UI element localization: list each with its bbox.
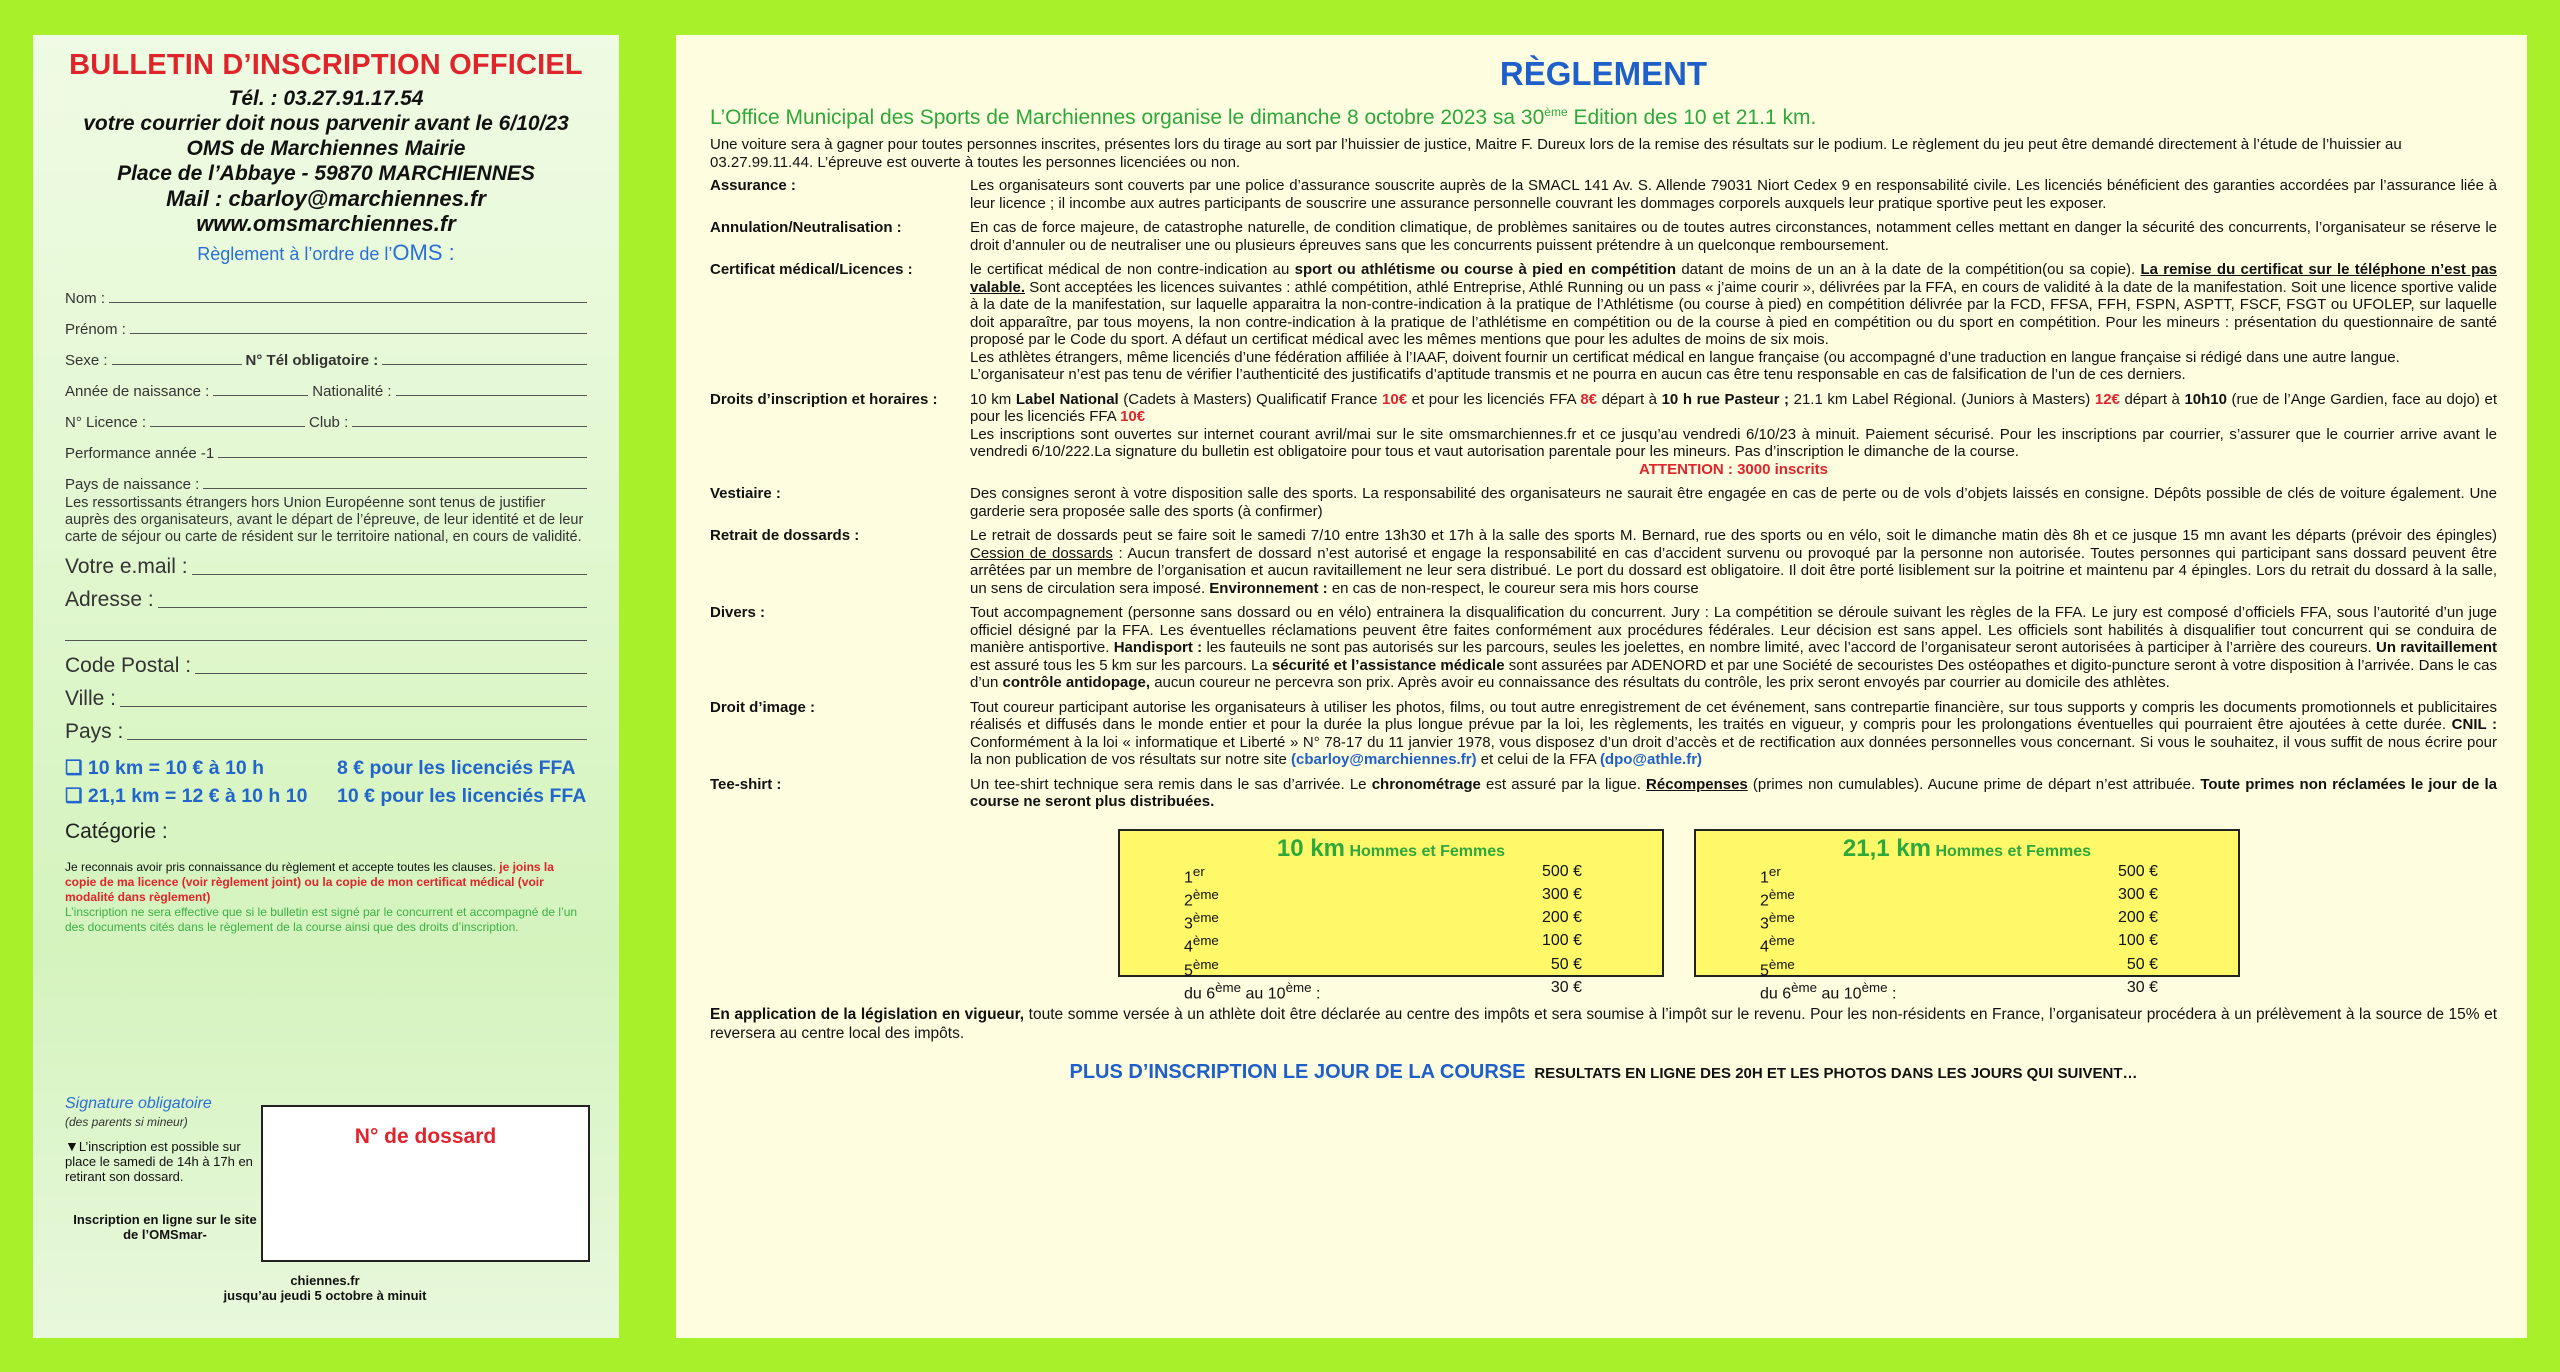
choice-21km[interactable]: ❑ 21,1 km = 12 € à 10 h 10 10 € pour les licenciés FFA	[65, 785, 587, 807]
section-tee-shirt: Tee-shirt : Un tee-shirt technique sera remis dans le sas d’arrivée. Le chronométrage est assuré par la ligue. Récompenses (primes non cumulables). Aucune prime de départ n’est attribuée. Toute primes non réclamées le jour de la course ne seront plus distribuées.	[710, 775, 2498, 810]
field-ville[interactable]: Ville :	[65, 678, 587, 711]
field-performance[interactable]: Performance année -1	[65, 431, 587, 462]
rules-intro: Une voiture sera à gagner pour toutes personnes inscrites, présentes lors du tirage au sort par l’huissier de justice, Maitre F. Dureux lors de la remise des résultats sur le podium. Le règlement du jeu peut être demandé directement à l’étude de l’huissier au 03.27.99.11.44. L’épreuve est ouverte à toutes les personnes licenciées ou non.	[710, 136, 2402, 171]
phone: Tél. : 03.27.91.17.54	[228, 87, 424, 110]
prize-table-21km: 21,1 km Hommes et Femmes 1er 500 € 2ème 300 € 3ème 200 € 4ème 100 € 5ème 50 € du 6ème au 10ème : 30 €	[1694, 829, 2240, 977]
field-pays[interactable]: Pays :	[65, 711, 587, 744]
prize-row: 1er 500 €	[1760, 862, 2158, 886]
field-email[interactable]: Votre e.mail :	[65, 546, 587, 579]
online-inscription: Inscription en ligne sur le site de l’OMSmar-	[73, 1212, 257, 1242]
rules-subtitle: L’Office Municipal des Sports de Marchiennes organise le dimanche 8 octobre 2023 sa 30ème Edition des 10 et 21.1 km.	[710, 105, 1817, 129]
prize-table-10km: 10 km Hommes et Femmes 1er 500 € 2ème 300 € 3ème 200 € 4ème 100 € 5ème 50 € du 6ème au 10ème : 30 €	[1118, 829, 1664, 977]
dossard-label: N° de dossard	[354, 1125, 497, 1148]
registration-form-panel	[33, 35, 619, 1338]
website: www.omsmarchiennes.fr	[196, 211, 456, 236]
field-code-postal[interactable]: Code Postal :	[65, 645, 587, 678]
footer-banner: PLUS D’INSCRIPTION LE JOUR DE LA COURSE RESULTATS EN LIGNE DES 20H ET LES PHOTOS DANS LES JOURS QUI SUIVENT…	[1069, 1060, 2138, 1083]
attention-inscrits: ATTENTION : 3000 inscrits	[1639, 460, 1828, 478]
prize-tables	[1118, 829, 2497, 1003]
onsite-inscription: ▼L’inscription est possible sur place le samedi de 14h à 17h en retirant son dossard.	[65, 1138, 253, 1184]
section-divers: Divers : Tout accompagnement (personne sans dossard ou en vélo) entrainera la disqualification du concurrent. Jury : La compétition se déroule suivant les règles de la FFA. Le jury est composé d’officiels FFA, sous l’autorité d’un juge officiel désigné par la FFA. Les éventuelles réclamations peuvent être faites conformément aux procédures fédérales. Leur décision est sans appel. Les officiels sont habilités à disqualifier tout concurrent qui se conduira de manière antisportive. Handisport : les fauteuils ne sont pas autorisés sur les parcours, seules les joelettes, en nombre limité, avec l’accord de l’organisateur seront autorisées à participer à l’arrière des coureurs. Un ravitaillement est assuré tous les 5 km sur les parcours. La sécurité et l’assistance médicale sont assurées par ADENORD et par une Société de secouristes Des ostéopathes et digito-puncture seront à votre disposition à l’arrivée. Dans le cas d’un contrôle antidopage, aucun coureur ne percevra son prix. Après avoir eu connaissance des résultats du contrôle, les prix seront envoyés par courrier au domicile des athlètes.	[710, 604, 2498, 691]
field-nom[interactable]: Nom :	[65, 276, 587, 307]
section-annulation: Annulation/Neutralisation : En cas de force majeure, de catastrophe naturelle, de condition climatique, de problèmes sanitaires ou de toutes autres circonstances, notamment celles mettant en danger la sécurité des concurrents, l’organisateur se réserve le droit d’annuler ou de neutraliser une ou plusieurs épreuves sans que les concurrents puissent prétendre à un quelconque remboursement.	[710, 219, 2497, 254]
section-droit-image: Droit d’image : Tout coureur participant autorise les organisateurs à utiliser les photos, films, ou tout autre enregistrement de cet événement, sans contrepartie financière, sur tous supports y compris les documents promotionnels et publicitaires réalisés et diffusés dans le monde entier et pour la durée la plus longue prévue par la loi, les règlements, les traités en vigueur, y compris pour les prolongations éventuelles qui pourraient être ajoutées à cette durée. CNIL : Conformément à la loi « informatique et Liberté » N° 78-17 du 11 janvier 1978, vous disposez d’un droit d’accès et de rectification aux données personnelles vous concernant. Si vous le souhaitez, il vous suffit de nous écrire pour la non publication de vos résultats sur notre site (cbarloy@marchiennes.fr) et celui de la FFA (dpo@athle.fr)	[710, 698, 2498, 768]
address: Place de l’Abbaye - 59870 MARCHIENNES	[117, 162, 535, 185]
section-certificat: Certificat médical/Licences : le certificat médical de non contre-indication au sport ou athlétisme ou course à pied en compétition datant de moins de un an à la date de la compétition(ou sa copie). La remise du certificat sur le téléphone n’est pas valable. Sont acceptées les licences suivantes : athlé compétition, athlé Entreprise, Athlé Running ou un pass « j’aime courir », délivrées par la FFA, en cours de validité à la date de la manifestation. Soit une licence sportive valide à la date de la manifestation, sur laquelle apparaitra la non-contre-indication à la pratique de l’Athlétisme (ou course à pied) en compétition délivrée par la FCD, FFSA, FFH, FSPN, ASPTT, FSCF, FSGT ou UFOLEP, sur laquelle doit apparaître, par tous moyens, la non contre-indication à la pratique de l’athlétisme en compétition ou de la course à pied en compétition ou du sport en compétition. Pour les mineurs : présentation du questionnaire de santé proposé par le Code du sport. A défaut un certificat médical avec les mêmes mentions que pour les adultes de moins de six mois. Les athlètes étrangers, même licenciés d’une fédération affiliée à l’IAAF, doivent fournir un certificat médical en langue française (ou accompagné d’une traduction en langue française si rédigé dans une autre langue. L’organisateur n’est pas tenu de vérifier l’authenticité des justificatifs d’aptitude transmis et ne pourra en aucun cas être tenu responsable en cas de falsification de l’un de ces derniers.	[710, 261, 2497, 383]
prize-row: 5ème 50 €	[1184, 955, 1582, 980]
prize-row: 4ème 100 €	[1760, 932, 2158, 956]
prize-row: 5ème 50 €	[1760, 955, 2158, 980]
rules-title: RÈGLEMENT	[1499, 55, 1708, 92]
section-droits: Droits d’inscription et horaires : 10 km Label National (Cadets à Masters) Qualificatif France 10€ et pour les licenciés FFA 8€ départ à 10 h rue Pasteur ; 21.1 km Label Régional. (Juniors à Masters) 12€ départ à 10h10 (rue de l’Ange Gardien, face au dojo) et pour les licenciés FFA 10€ Les inscriptions sont ouvertes sur internet courant avril/mai sur le site omsmarchiennes.fr et ce jusqu’au vendredi 6/10/23 à minuit. Paiement sécurisé. Pour les inscriptions par courrier, s’assurer que le courrier arrive avant le vendredi 6/10/222.La signature du bulletin est obligatoire pour tous et vaut autorisation parentale pour les mineurs. Pas d’inscription le dimanche de la course. ATTENTION : 3000 inscrits	[710, 390, 2497, 478]
section-vestiaire: Vestiaire : Des consignes seront à votre disposition salle des sports. La responsabilité des organisateurs ne saurait être engagée en cas de perte ou de vols d’objets laissés en consigne. Dépôts possible de clés de voiture également. Une garderie sera proposée salle des sports (à confirmer)	[710, 485, 2497, 520]
field-adresse-line2[interactable]	[65, 612, 587, 645]
down-arrow-icon: ▼	[65, 1138, 79, 1154]
foreigners-note: Les ressortissants étrangers hors Union Européenne sont tenus de justifier auprès des organisateurs, avant le départ de l’épreuve, de leur identité et de leur carte de séjour ou carte de résident sur le territoire national, en cours de validité.	[65, 495, 584, 545]
field-adresse[interactable]: Adresse :	[65, 579, 587, 612]
rules-panel	[676, 35, 2527, 1338]
field-licence-club[interactable]: N° Licence : Club :	[65, 400, 587, 431]
prize-row: 2ème 300 €	[1760, 885, 2158, 910]
field-prenom[interactable]: Prénom :	[65, 307, 587, 338]
signature-label: Signature obligatoire	[65, 1095, 212, 1112]
prize-row: 1er 500 €	[1184, 862, 1582, 886]
mail: Mail : cbarloy@marchiennes.fr	[166, 186, 486, 211]
signature-block	[65, 1095, 265, 1242]
online-inscription-end: chiennes.fr jusqu’au jeudi 5 octobre à minuit	[223, 1273, 427, 1303]
signature-note: (des parents si mineur)	[65, 1115, 188, 1129]
prize-row: 2ème 300 €	[1184, 885, 1582, 910]
dossard-box[interactable]	[261, 1105, 590, 1262]
form-title: BULLETIN D’INSCRIPTION OFFICIEL	[69, 49, 583, 81]
contact-block	[65, 86, 587, 236]
section-retrait: Retrait de dossards : Le retrait de dossards peut se faire soit le samedi 7/10 entre 13h30 et 17h à la salle des sports M. Bernard, rue des sports ou en vélo, soit le dimanche matin dès 8h et ce jusque 15 mn avant les départs (prévoir des épingles) Cession de dossards : Aucun transfert de dossard n’est autorisé et engage la responsabilité en cas d’accident survenu ou provoqué par la personne non autorisée. Toutes personnes qui participant sans dossard peuvent être arrêtées par un membre de l’organisation et aucun ravitaillement ne leur sera distribué. Le port du dossard est obligatoire. Il doit être porté lisiblement sur la poitrine et maintenu par 4 épingles. Lors du retrait du dossard à la salle, un sens de circulation sera imposé. Environnement : en cas de non-respect, le coureur sera mis hors course	[710, 527, 2497, 597]
prize-row: du 6ème au 10ème : 30 €	[1760, 979, 2158, 1003]
field-sexe-tel[interactable]: Sexe : N° Tél obligatoire :	[65, 338, 587, 369]
section-assurance: Assurance : Les organisateurs sont couverts par une police d’assurance souscrite auprès de la SMACL 141 Av. S. Allende 79031 Niort Cedex 9 en responsabilité civile. Les licenciés bénéficient des garanties accordées par l’assurance liée à leur licence ; il incombe aux autres participants de souscrire une assurance personnelle couvrant les dommages corporels auxquels leur pratique sportive peut les exposer.	[710, 177, 2497, 212]
tax-legal-note: En application de la législation en vigueur, toute somme versée à un athlète doit être déclarée au centre des impôts et sera soumise à l’impôt sur le revenu. Pour les non-résidents en France, l’organisateur procédera à un prélèvement à la source de 15% et reversera au centre local des impôts.	[710, 1005, 2497, 1042]
deadline: votre courrier doit nous parvenir avant le 6/10/23	[83, 112, 569, 135]
organization: OMS de Marchiennes Mairie	[186, 137, 466, 160]
race-choices	[65, 754, 587, 810]
prize-row: 3ème 200 €	[1184, 909, 1582, 933]
prize-row: 3ème 200 €	[1760, 909, 2158, 933]
field-categorie[interactable]: Catégorie :	[65, 820, 168, 843]
field-pays-naissance[interactable]: Pays de naissance :	[65, 462, 587, 493]
choice-10km[interactable]: ❑ 10 km = 10 € à 10 h 8 € pour les licenciés FFA	[65, 757, 576, 779]
prize-row: du 6ème au 10ème : 30 €	[1184, 979, 1582, 1003]
prize-row: 4ème 100 €	[1184, 932, 1582, 956]
consent-text: Je reconnais avoir pris connaissance du règlement et accepte toutes les clauses. je joins la copie de ma licence (voir règlement joint) ou la copie de mon certificat médical (voir modalité dans règlement) L’inscription ne sera effective que si le bulletin est signé par le concurrent et accompagné de l’un des documents cités dans le règlement de la course ainsi que des droits d’inscription.	[65, 860, 578, 934]
field-annee-nationalite[interactable]: Année de naissance : Nationalité :	[65, 369, 587, 400]
payment-instruction: Règlement à l’ordre de l’OMS :	[197, 240, 455, 265]
